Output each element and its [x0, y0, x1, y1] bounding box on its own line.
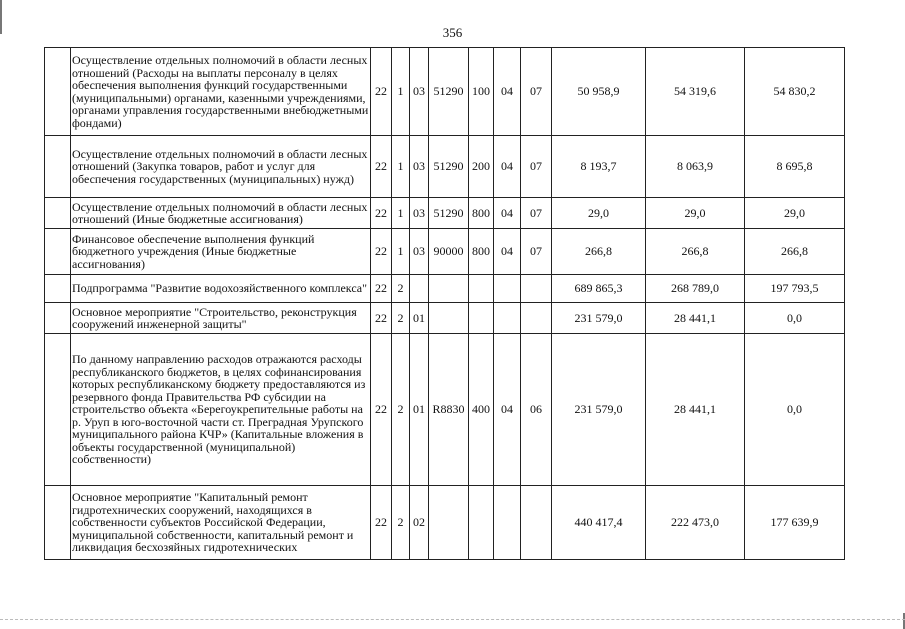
row-description: Осуществление отдельных полномочий в области лесных отношений (Иные бюджетные ассигнования) — [71, 198, 371, 229]
code-subsection — [521, 303, 552, 334]
code-subprogram: 01 — [410, 334, 429, 486]
amount-year-2: 54 319,6 — [646, 48, 745, 136]
code-subsection — [521, 275, 552, 303]
code-section: 04 — [494, 136, 521, 198]
row-description: Осуществление отдельных полномочий в области лесных отношений (Закупка товаров, работ и услуг для обеспечения государственных (муниципальных) нужд) — [71, 136, 371, 198]
code-subsection: 07 — [521, 136, 552, 198]
code-ministry: 22 — [371, 198, 392, 229]
code-program: 2 — [392, 275, 410, 303]
amount-year-2: 268 789,0 — [646, 275, 745, 303]
amount-year-3: 29,0 — [745, 198, 845, 229]
code-subprogram — [410, 275, 429, 303]
code-program: 1 — [392, 198, 410, 229]
code-program: 2 — [392, 303, 410, 334]
code-target-article: 51290 — [429, 198, 469, 229]
table-row — [45, 303, 845, 334]
page-number: 356 — [442, 25, 463, 40]
code-subsection — [521, 486, 552, 560]
blank-cell — [45, 275, 71, 303]
row-description: По данному направлению расходов отражаются расходы республиканского бюджетов, в целях софинансирования которых республиканскому бюджету предоставляются из резервного фонда Правительства РФ субсидии на строительство объекта «Берегоукрепительные работы на р. Уруп в юго-восточной части ст. Преградная Урупского муниципального района КЧР» (Капитальные вложения в объекты государственной (муниципальной) собственности) — [71, 334, 371, 486]
code-subsection: 07 — [521, 198, 552, 229]
code-ministry: 22 — [371, 275, 392, 303]
blank-cell — [45, 48, 71, 136]
table-row — [45, 136, 845, 198]
code-subprogram: 03 — [410, 48, 429, 136]
table-row — [45, 486, 845, 560]
budget-table — [44, 47, 845, 560]
table-row — [45, 198, 845, 229]
code-target-article — [429, 275, 469, 303]
code-expense-type: 200 — [469, 136, 494, 198]
amount-year-2: 28 441,1 — [646, 303, 745, 334]
code-program: 2 — [392, 334, 410, 486]
table-row — [45, 229, 845, 275]
code-subprogram: 03 — [410, 198, 429, 229]
table-row — [45, 275, 845, 303]
code-subprogram: 02 — [410, 486, 429, 560]
code-program: 2 — [392, 486, 410, 560]
code-ministry: 22 — [371, 48, 392, 136]
blank-cell — [45, 486, 71, 560]
code-ministry: 22 — [371, 334, 392, 486]
amount-year-3: 177 639,9 — [745, 486, 845, 560]
code-expense-type: 400 — [469, 334, 494, 486]
code-subprogram: 03 — [410, 136, 429, 198]
code-program: 1 — [392, 229, 410, 275]
row-description: Осуществление отдельных полномочий в области лесных отношений (Расходы на выплаты персоналу в целях обеспечения выполнения функций государственными (муниципальными) органами, казенными учреждениями, органами управления государственными внебюджетными фондами) — [71, 48, 371, 136]
table-row — [45, 334, 845, 486]
code-target-article — [429, 303, 469, 334]
code-target-article — [429, 486, 469, 560]
code-target-article: R8830 — [429, 334, 469, 486]
blank-cell — [45, 229, 71, 275]
amount-year-3: 8 695,8 — [745, 136, 845, 198]
code-target-article: 51290 — [429, 136, 469, 198]
amount-year-2: 266,8 — [646, 229, 745, 275]
amount-year-1: 8 193,7 — [552, 136, 646, 198]
amount-year-3: 197 793,5 — [745, 275, 845, 303]
amount-year-3: 0,0 — [745, 303, 845, 334]
code-section: 04 — [494, 334, 521, 486]
code-subsection: 06 — [521, 334, 552, 486]
amount-year-2: 28 441,1 — [646, 334, 745, 486]
code-section: 04 — [494, 48, 521, 136]
code-subprogram: 01 — [410, 303, 429, 334]
code-section: 04 — [494, 229, 521, 275]
code-subprogram: 03 — [410, 229, 429, 275]
code-target-article: 90000 — [429, 229, 469, 275]
amount-year-3: 54 830,2 — [745, 48, 845, 136]
amount-year-1: 231 579,0 — [552, 334, 646, 486]
blank-cell — [45, 136, 71, 198]
code-expense-type: 100 — [469, 48, 494, 136]
code-ministry: 22 — [371, 486, 392, 560]
amount-year-1: 50 958,9 — [552, 48, 646, 136]
row-description: Основное мероприятие "Строительство, реконструкция сооружений инженерной защиты" — [71, 303, 371, 334]
row-description: Финансовое обеспечение выполнения функций бюджетного учреждения (Иные бюджетные ассигнования) — [71, 229, 371, 275]
amount-year-1: 266,8 — [552, 229, 646, 275]
table-row — [45, 48, 845, 136]
code-program: 1 — [392, 48, 410, 136]
blank-cell — [45, 334, 71, 486]
blank-cell — [45, 303, 71, 334]
code-section — [494, 275, 521, 303]
code-subsection: 07 — [521, 229, 552, 275]
code-ministry: 22 — [371, 229, 392, 275]
code-section: 04 — [494, 198, 521, 229]
scan-mark-top-left — [0, 0, 2, 34]
blank-cell — [45, 198, 71, 229]
code-expense-type: 800 — [469, 229, 494, 275]
code-ministry: 22 — [371, 303, 392, 334]
code-subsection: 07 — [521, 48, 552, 136]
code-target-article: 51290 — [429, 48, 469, 136]
amount-year-1: 689 865,3 — [552, 275, 646, 303]
amount-year-2: 8 063,9 — [646, 136, 745, 198]
amount-year-1: 231 579,0 — [552, 303, 646, 334]
amount-year-3: 0,0 — [745, 334, 845, 486]
amount-year-2: 29,0 — [646, 198, 745, 229]
code-expense-type — [469, 486, 494, 560]
row-description: Основное мероприятие "Капитальный ремонт гидротехнических сооружений, находящихся в собственности субъектов Российской Федерации, муниципальной собственности, капитальный ремонт и ликвидация бесхозяйных гидротехнических — [71, 486, 371, 560]
row-description: Подпрограмма "Развитие водохозяйственного комплекса" — [71, 275, 371, 303]
code-expense-type — [469, 303, 494, 334]
code-expense-type — [469, 275, 494, 303]
amount-year-1: 440 417,4 — [552, 486, 646, 560]
amount-year-1: 29,0 — [552, 198, 646, 229]
code-ministry: 22 — [371, 136, 392, 198]
amount-year-2: 222 473,0 — [646, 486, 745, 560]
code-section — [494, 486, 521, 560]
code-program: 1 — [392, 136, 410, 198]
amount-year-3: 266,8 — [745, 229, 845, 275]
scan-edge-line — [0, 619, 905, 621]
code-expense-type: 800 — [469, 198, 494, 229]
code-section — [494, 303, 521, 334]
